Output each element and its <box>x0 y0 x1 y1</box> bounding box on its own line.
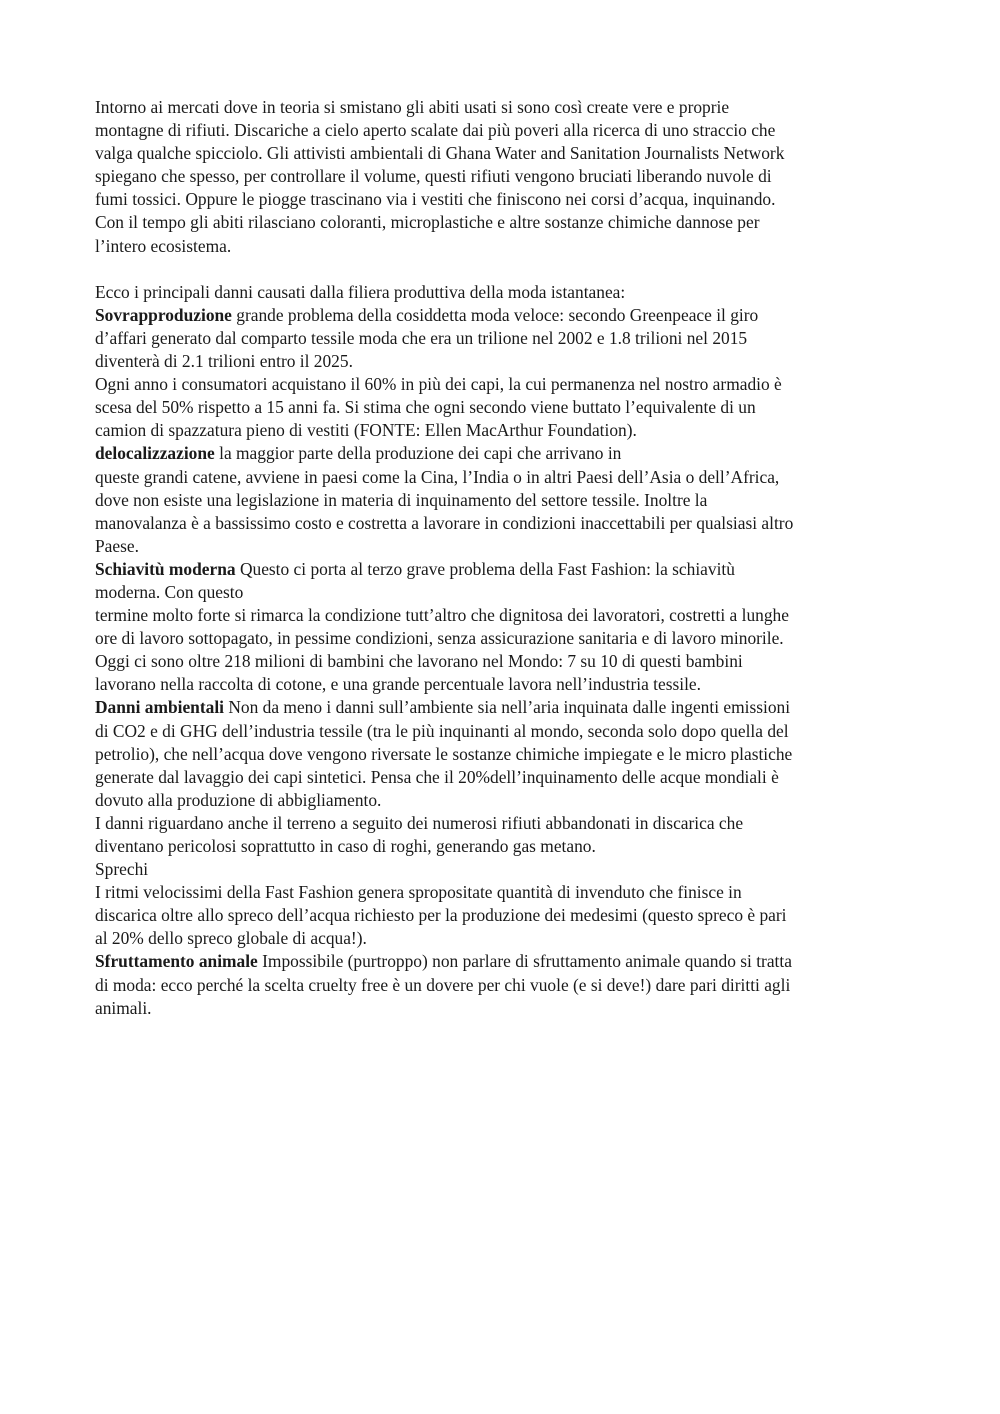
section-sfruttamento-animale <box>95 950 910 1019</box>
section-first-line <box>95 558 910 581</box>
text-line: I ritmi velocissimi della Fast Fashion genera spropositate quantità di invenduto che finisce in <box>95 882 742 903</box>
text-line: l’intero ecosistema. <box>95 235 232 256</box>
text-line: di moda: ecco perché la scelta cruelty free è un dovere per chi vuole (e si deve!) dare pari diritti agli <box>95 974 791 995</box>
text-line: Oggi ci sono oltre 218 milioni di bambini che lavorano nel Mondo: 7 su 10 di questi bambini <box>95 651 743 672</box>
section-heading: Sprechi <box>95 859 149 880</box>
list-intro: Ecco i principali danni causati dalla filiera produttiva della moda istantanea: <box>95 281 626 302</box>
section-heading: Schiavitù moderna <box>95 558 236 579</box>
text-line: spiegano che spesso, per controllare il volume, questi rifiuti vengono bruciati liberando nuvole di <box>95 166 772 187</box>
section-text: Non da meno i danni sull’ambiente sia nell’aria inquinata dalle ingenti emissioni <box>224 697 791 718</box>
section-heading: Sfruttamento animale <box>95 951 258 972</box>
document-page <box>95 96 910 1020</box>
text-line: manovalanza è a bassissimo costo e costretta a lavorare in condizioni inaccettabili per qualsiasi altro <box>95 512 794 533</box>
text-line: valga qualche spicciolo. Gli attivisti ambientali di Ghana Water and Sanitation Journalists Network <box>95 143 785 164</box>
text-line: Intorno ai mercati dove in teoria si smistano gli abiti usati si sono così create vere e proprie <box>95 97 730 117</box>
text-line: scesa del 50% rispetto a 15 anni fa. Si stima che ogni secondo viene buttato l’equivalente di un <box>95 397 756 418</box>
section-first-line <box>95 696 910 719</box>
section-first-line <box>95 442 910 465</box>
text-line: discarica oltre allo spreco dell’acqua richiesto per la produzione dei medesimi (questo spreco è pari <box>95 905 787 926</box>
section-text: Impossibile (purtroppo) non parlare di sfruttamento animale quando si tratta <box>257 951 792 972</box>
section-text: grande problema della cosiddetta moda veloce: secondo Greenpeace il giro <box>231 304 759 325</box>
section-delocalizzazione <box>95 442 910 557</box>
text-line: dove non esiste una legislazione in materia di inquinamento del settore tessile. Inoltre la <box>95 489 708 510</box>
text-line: termine molto forte si rimarca la condizione tutt’altro che dignitosa dei lavoratori, costretti a lunghe <box>95 605 789 626</box>
text-line: di CO2 e di GHG dell’industria tessile (tra le più inquinanti al mondo, seconda solo dopo quella del <box>95 720 789 741</box>
text-line: animali. <box>95 997 152 1018</box>
section-first-line <box>95 950 910 973</box>
section-sovrapproduzione <box>95 304 910 443</box>
section-heading: Danni ambientali <box>95 697 225 718</box>
text-line: Paese. <box>95 535 139 556</box>
section-danni-ambientali <box>95 696 910 858</box>
text-line: ore di lavoro sottopagato, in pessime condizioni, senza assicurazione sanitaria e di lavoro minorile. <box>95 628 784 649</box>
text-line: I danni riguardano anche il terreno a seguito dei numerosi rifiuti abbandonati in discarica che <box>95 812 744 833</box>
text-line: diventano pericolosi soprattutto in caso di roghi, generando gas metano. <box>95 836 596 856</box>
text-line: Ogni anno i consumatori acquistano il 60% in più dei capi, la cui permanenza nel nostro armadio è <box>95 374 782 395</box>
section-text: la maggior parte della produzione dei capi che arrivano in <box>214 443 622 464</box>
paragraph-spacer <box>95 258 910 281</box>
text-line: dovuto alla produzione di abbigliamento. <box>95 789 382 810</box>
section-text: Questo ci porta al terzo grave problema della Fast Fashion: la schiavitù <box>235 558 735 579</box>
text-line: queste grandi catene, avviene in paesi come la Cina, l’India o in altri Paesi dell’Asia o dell’Africa, <box>95 466 780 487</box>
section-heading: delocalizzazione <box>95 443 215 464</box>
text-line: lavorano nella raccolta di cotone, e una grande percentuale lavora nell’industria tessile. <box>95 674 701 695</box>
text-line: fumi tossici. Oppure le piogge trascinano via i vestiti che finiscono nei corsi d’acqua, inquinando. <box>95 189 776 210</box>
section-first-line <box>95 304 910 327</box>
text-line: petrolio), che nell’acqua dove vengono riversate le sostanze chimiche impiegate e le micro plastiche <box>95 743 793 764</box>
text-line: montagne di rifiuti. Discariche a cielo aperto scalate dai più poveri alla ricerca di uno straccio che <box>95 120 776 141</box>
intro-paragraph <box>95 96 910 258</box>
text-line: d’affari generato dal comparto tessile moda che era un trilione nel 2002 e 1.8 trilioni nel 2015 <box>95 327 748 348</box>
text-line: moderna. Con questo <box>95 581 244 602</box>
text-line: Con il tempo gli abiti rilasciano coloranti, microplastiche e altre sostanze chimiche dannose per <box>95 212 760 233</box>
text-line: generate dal lavaggio dei capi sintetici. Pensa che il 20%dell’inquinamento delle acque mondiali è <box>95 766 779 787</box>
text-line: camion di spazzatura pieno di vestiti (FONTE: Ellen MacArthur Foundation). <box>95 420 637 441</box>
section-sprechi <box>95 858 910 950</box>
section-heading: Sovrapproduzione <box>95 304 232 325</box>
section-schiavitu-moderna <box>95 558 910 697</box>
text-line: diventerà di 2.1 trilioni entro il 2025. <box>95 351 353 372</box>
text-line: al 20% dello spreco globale di acqua!). <box>95 928 367 949</box>
